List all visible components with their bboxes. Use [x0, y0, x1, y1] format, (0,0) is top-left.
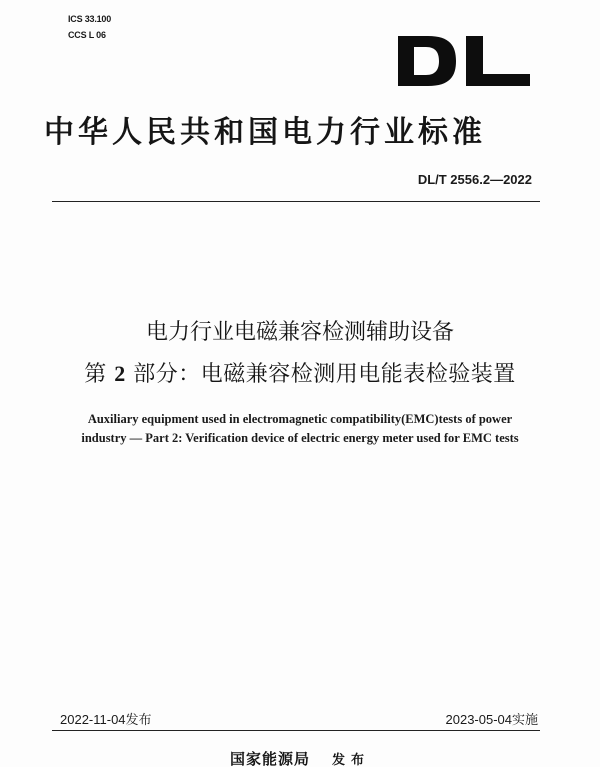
- top-divider: [52, 201, 540, 202]
- issue-date: 2022-11-04发布: [60, 712, 152, 727]
- org-title: 中华人民共和国电力行业标准: [44, 115, 486, 150]
- title-zh-line2: [0, 357, 600, 388]
- issuer-action: 发布: [332, 753, 371, 768]
- title-zh-line1: 电力行业电磁兼容检测辅助设备: [145, 320, 454, 345]
- ics-code: ICS 33.100: [68, 14, 112, 24]
- title-zh-line2-prefix: 第: [84, 362, 107, 387]
- implementation-date: 2023-05-04实施: [445, 712, 538, 727]
- standard-number: DL/T 2556.2—2022: [417, 172, 532, 187]
- issuer-line: [0, 748, 600, 769]
- ccs-code: CCS L 06: [68, 30, 106, 40]
- title-zh-line2-number: 2: [114, 361, 126, 386]
- logo-letter-d: [398, 36, 456, 86]
- dl-logo: [398, 36, 530, 86]
- title-en-line1: Auxiliary equipment used in electromagnetic compatibility(EMC)tests of power: [87, 412, 513, 426]
- logo-letter-l: [466, 36, 530, 86]
- bottom-divider: [52, 730, 540, 731]
- title-en-line2: industry — Part 2: Verification device of electric energy meter used for EMC tests: [81, 431, 519, 445]
- title-zh-line2-suffix: 部分：电磁兼容检测用电能表检验装置: [133, 362, 516, 387]
- issuer-name: 国家能源局: [229, 750, 310, 768]
